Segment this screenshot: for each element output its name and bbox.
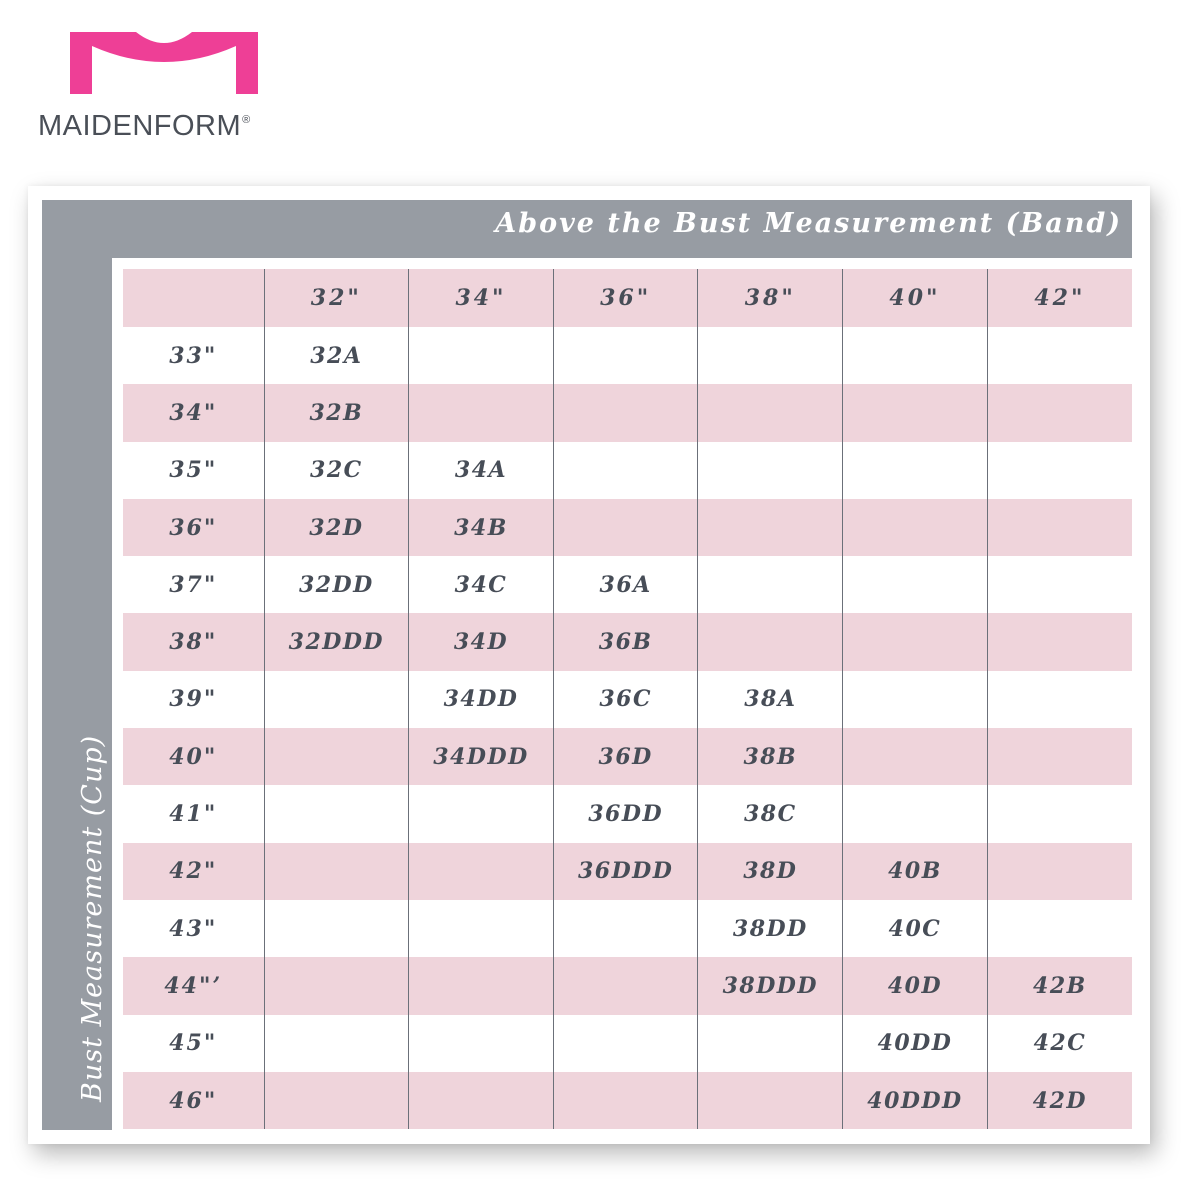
bra-size-cell bbox=[553, 442, 698, 499]
bust-measurement-cell: 44"’ bbox=[123, 957, 264, 1014]
bra-size-cell: 40DDD bbox=[843, 1072, 988, 1129]
bra-size-cell bbox=[698, 1072, 843, 1129]
bra-size-cell bbox=[987, 384, 1132, 441]
bust-measurement-cell: 37" bbox=[123, 556, 264, 613]
bust-measurement-cell: 42" bbox=[123, 843, 264, 900]
bust-measurement-cell: 38" bbox=[123, 613, 264, 670]
bra-size-cell bbox=[843, 442, 988, 499]
bra-size-cell bbox=[409, 1072, 554, 1129]
bra-size-cell: 38D bbox=[698, 843, 843, 900]
bra-size-cell: 32DDD bbox=[264, 613, 409, 670]
bra-size-cell: 34B bbox=[409, 499, 554, 556]
bra-size-cell: 34C bbox=[409, 556, 554, 613]
bra-size-cell: 38A bbox=[698, 671, 843, 728]
bra-size-cell bbox=[553, 957, 698, 1014]
band-size-header: 42" bbox=[987, 269, 1132, 327]
bust-measurement-cell: 41" bbox=[123, 785, 264, 842]
bra-size-cell bbox=[264, 1072, 409, 1129]
bra-size-cell bbox=[843, 384, 988, 441]
table-row bbox=[123, 900, 1132, 957]
bra-size-cell bbox=[843, 671, 988, 728]
bra-size-cell bbox=[987, 442, 1132, 499]
table-row bbox=[123, 613, 1132, 670]
bra-size-cell bbox=[698, 442, 843, 499]
bust-measurement-cell: 40" bbox=[123, 728, 264, 785]
bra-size-cell: 36B bbox=[553, 613, 698, 670]
maidenform-m-icon bbox=[70, 32, 258, 94]
bust-measurement-cell: 33" bbox=[123, 327, 264, 384]
bra-size-cell bbox=[698, 556, 843, 613]
bra-size-cell bbox=[843, 556, 988, 613]
bra-size-cell: 34D bbox=[409, 613, 554, 670]
bust-measurement-cell: 34" bbox=[123, 384, 264, 441]
band-header-row bbox=[123, 269, 1132, 327]
bra-size-cell bbox=[264, 957, 409, 1014]
bra-size-cell bbox=[553, 1072, 698, 1129]
bust-measurement-cell: 45" bbox=[123, 1015, 264, 1072]
bra-size-cell: 32A bbox=[264, 327, 409, 384]
bra-size-cell bbox=[409, 384, 554, 441]
bra-size-cell bbox=[553, 900, 698, 957]
table-row bbox=[123, 556, 1132, 613]
band-size-header: 36" bbox=[553, 269, 698, 327]
bra-size-cell: 36DDD bbox=[553, 843, 698, 900]
bra-size-cell bbox=[843, 785, 988, 842]
maidenform-logo bbox=[38, 32, 300, 142]
bra-size-cell: 32D bbox=[264, 499, 409, 556]
bra-size-cell: 42B bbox=[987, 957, 1132, 1014]
bra-size-cell: 34A bbox=[409, 442, 554, 499]
bra-size-cell: 36A bbox=[553, 556, 698, 613]
table-row bbox=[123, 671, 1132, 728]
bra-size-cell bbox=[987, 843, 1132, 900]
bra-size-cell: 34DDD bbox=[409, 728, 554, 785]
corner-cell bbox=[123, 269, 264, 327]
bra-size-cell: 36DD bbox=[553, 785, 698, 842]
band-size-header: 34" bbox=[409, 269, 554, 327]
bra-size-cell bbox=[987, 785, 1132, 842]
bra-size-cell bbox=[987, 613, 1132, 670]
bra-size-cell bbox=[843, 613, 988, 670]
band-size-header: 38" bbox=[698, 269, 843, 327]
bra-size-cell bbox=[409, 785, 554, 842]
bra-size-cell bbox=[698, 499, 843, 556]
bra-size-cell: 40D bbox=[843, 957, 988, 1014]
bra-size-cell bbox=[264, 728, 409, 785]
bra-size-cell: 36D bbox=[553, 728, 698, 785]
bra-size-cell: 32DD bbox=[264, 556, 409, 613]
bra-size-cell: 34DD bbox=[409, 671, 554, 728]
bra-size-cell bbox=[698, 1015, 843, 1072]
bra-size-cell: 32C bbox=[264, 442, 409, 499]
bra-size-cell bbox=[987, 499, 1132, 556]
bust-measurement-cell: 35" bbox=[123, 442, 264, 499]
bra-size-cell: 40C bbox=[843, 900, 988, 957]
bra-size-cell bbox=[698, 384, 843, 441]
bra-size-cell: 38DD bbox=[698, 900, 843, 957]
band-header-bar bbox=[42, 200, 1132, 258]
table-row bbox=[123, 442, 1132, 499]
bra-size-cell bbox=[553, 499, 698, 556]
bra-size-cell: 40DD bbox=[843, 1015, 988, 1072]
band-title: Above the Bust Measurement (Band) bbox=[495, 208, 1122, 239]
bra-size-cell bbox=[409, 843, 554, 900]
bra-size-cell: 38C bbox=[698, 785, 843, 842]
cup-title: Bust Measurement (Cup) bbox=[77, 734, 108, 1102]
band-size-header: 32" bbox=[264, 269, 409, 327]
bra-size-cell: 42C bbox=[987, 1015, 1132, 1072]
bust-measurement-cell: 36" bbox=[123, 499, 264, 556]
bra-size-cell bbox=[264, 1015, 409, 1072]
bra-size-cell bbox=[264, 900, 409, 957]
bra-size-cell: 38DDD bbox=[698, 957, 843, 1014]
bra-size-cell bbox=[698, 327, 843, 384]
bust-measurement-cell: 43" bbox=[123, 900, 264, 957]
bust-measurement-cell: 39" bbox=[123, 671, 264, 728]
bra-size-cell bbox=[553, 1015, 698, 1072]
bra-size-cell bbox=[843, 728, 988, 785]
bra-size-cell bbox=[987, 556, 1132, 613]
bra-size-cell bbox=[843, 327, 988, 384]
bra-size-cell bbox=[409, 1015, 554, 1072]
bust-measurement-cell: 46" bbox=[123, 1072, 264, 1129]
bra-size-cell bbox=[409, 327, 554, 384]
bra-size-cell bbox=[264, 843, 409, 900]
table-row bbox=[123, 843, 1132, 900]
bra-size-cell bbox=[409, 900, 554, 957]
bra-size-cell bbox=[987, 671, 1132, 728]
table-row bbox=[123, 499, 1132, 556]
table-row bbox=[123, 1015, 1132, 1072]
bra-size-cell bbox=[264, 671, 409, 728]
bra-size-cell bbox=[843, 499, 988, 556]
bra-size-cell: 32B bbox=[264, 384, 409, 441]
bra-size-cell bbox=[553, 384, 698, 441]
table-row bbox=[123, 1072, 1132, 1129]
bra-size-cell: 40B bbox=[843, 843, 988, 900]
table-row bbox=[123, 384, 1132, 441]
bra-size-cell bbox=[987, 728, 1132, 785]
table-row bbox=[123, 327, 1132, 384]
size-chart-table bbox=[123, 269, 1132, 1129]
bra-size-cell bbox=[698, 613, 843, 670]
table-row bbox=[123, 785, 1132, 842]
brand-wordmark: MAIDENFORM® bbox=[38, 110, 251, 142]
bra-size-cell: 42D bbox=[987, 1072, 1132, 1129]
bra-size-cell bbox=[553, 327, 698, 384]
band-size-header: 40" bbox=[843, 269, 988, 327]
bra-size-cell bbox=[264, 785, 409, 842]
bra-size-cell bbox=[987, 327, 1132, 384]
bra-size-cell bbox=[987, 900, 1132, 957]
bra-size-cell bbox=[409, 957, 554, 1014]
bra-size-cell: 38B bbox=[698, 728, 843, 785]
bra-size-cell: 36C bbox=[553, 671, 698, 728]
table-row bbox=[123, 728, 1132, 785]
table-row bbox=[123, 957, 1132, 1014]
